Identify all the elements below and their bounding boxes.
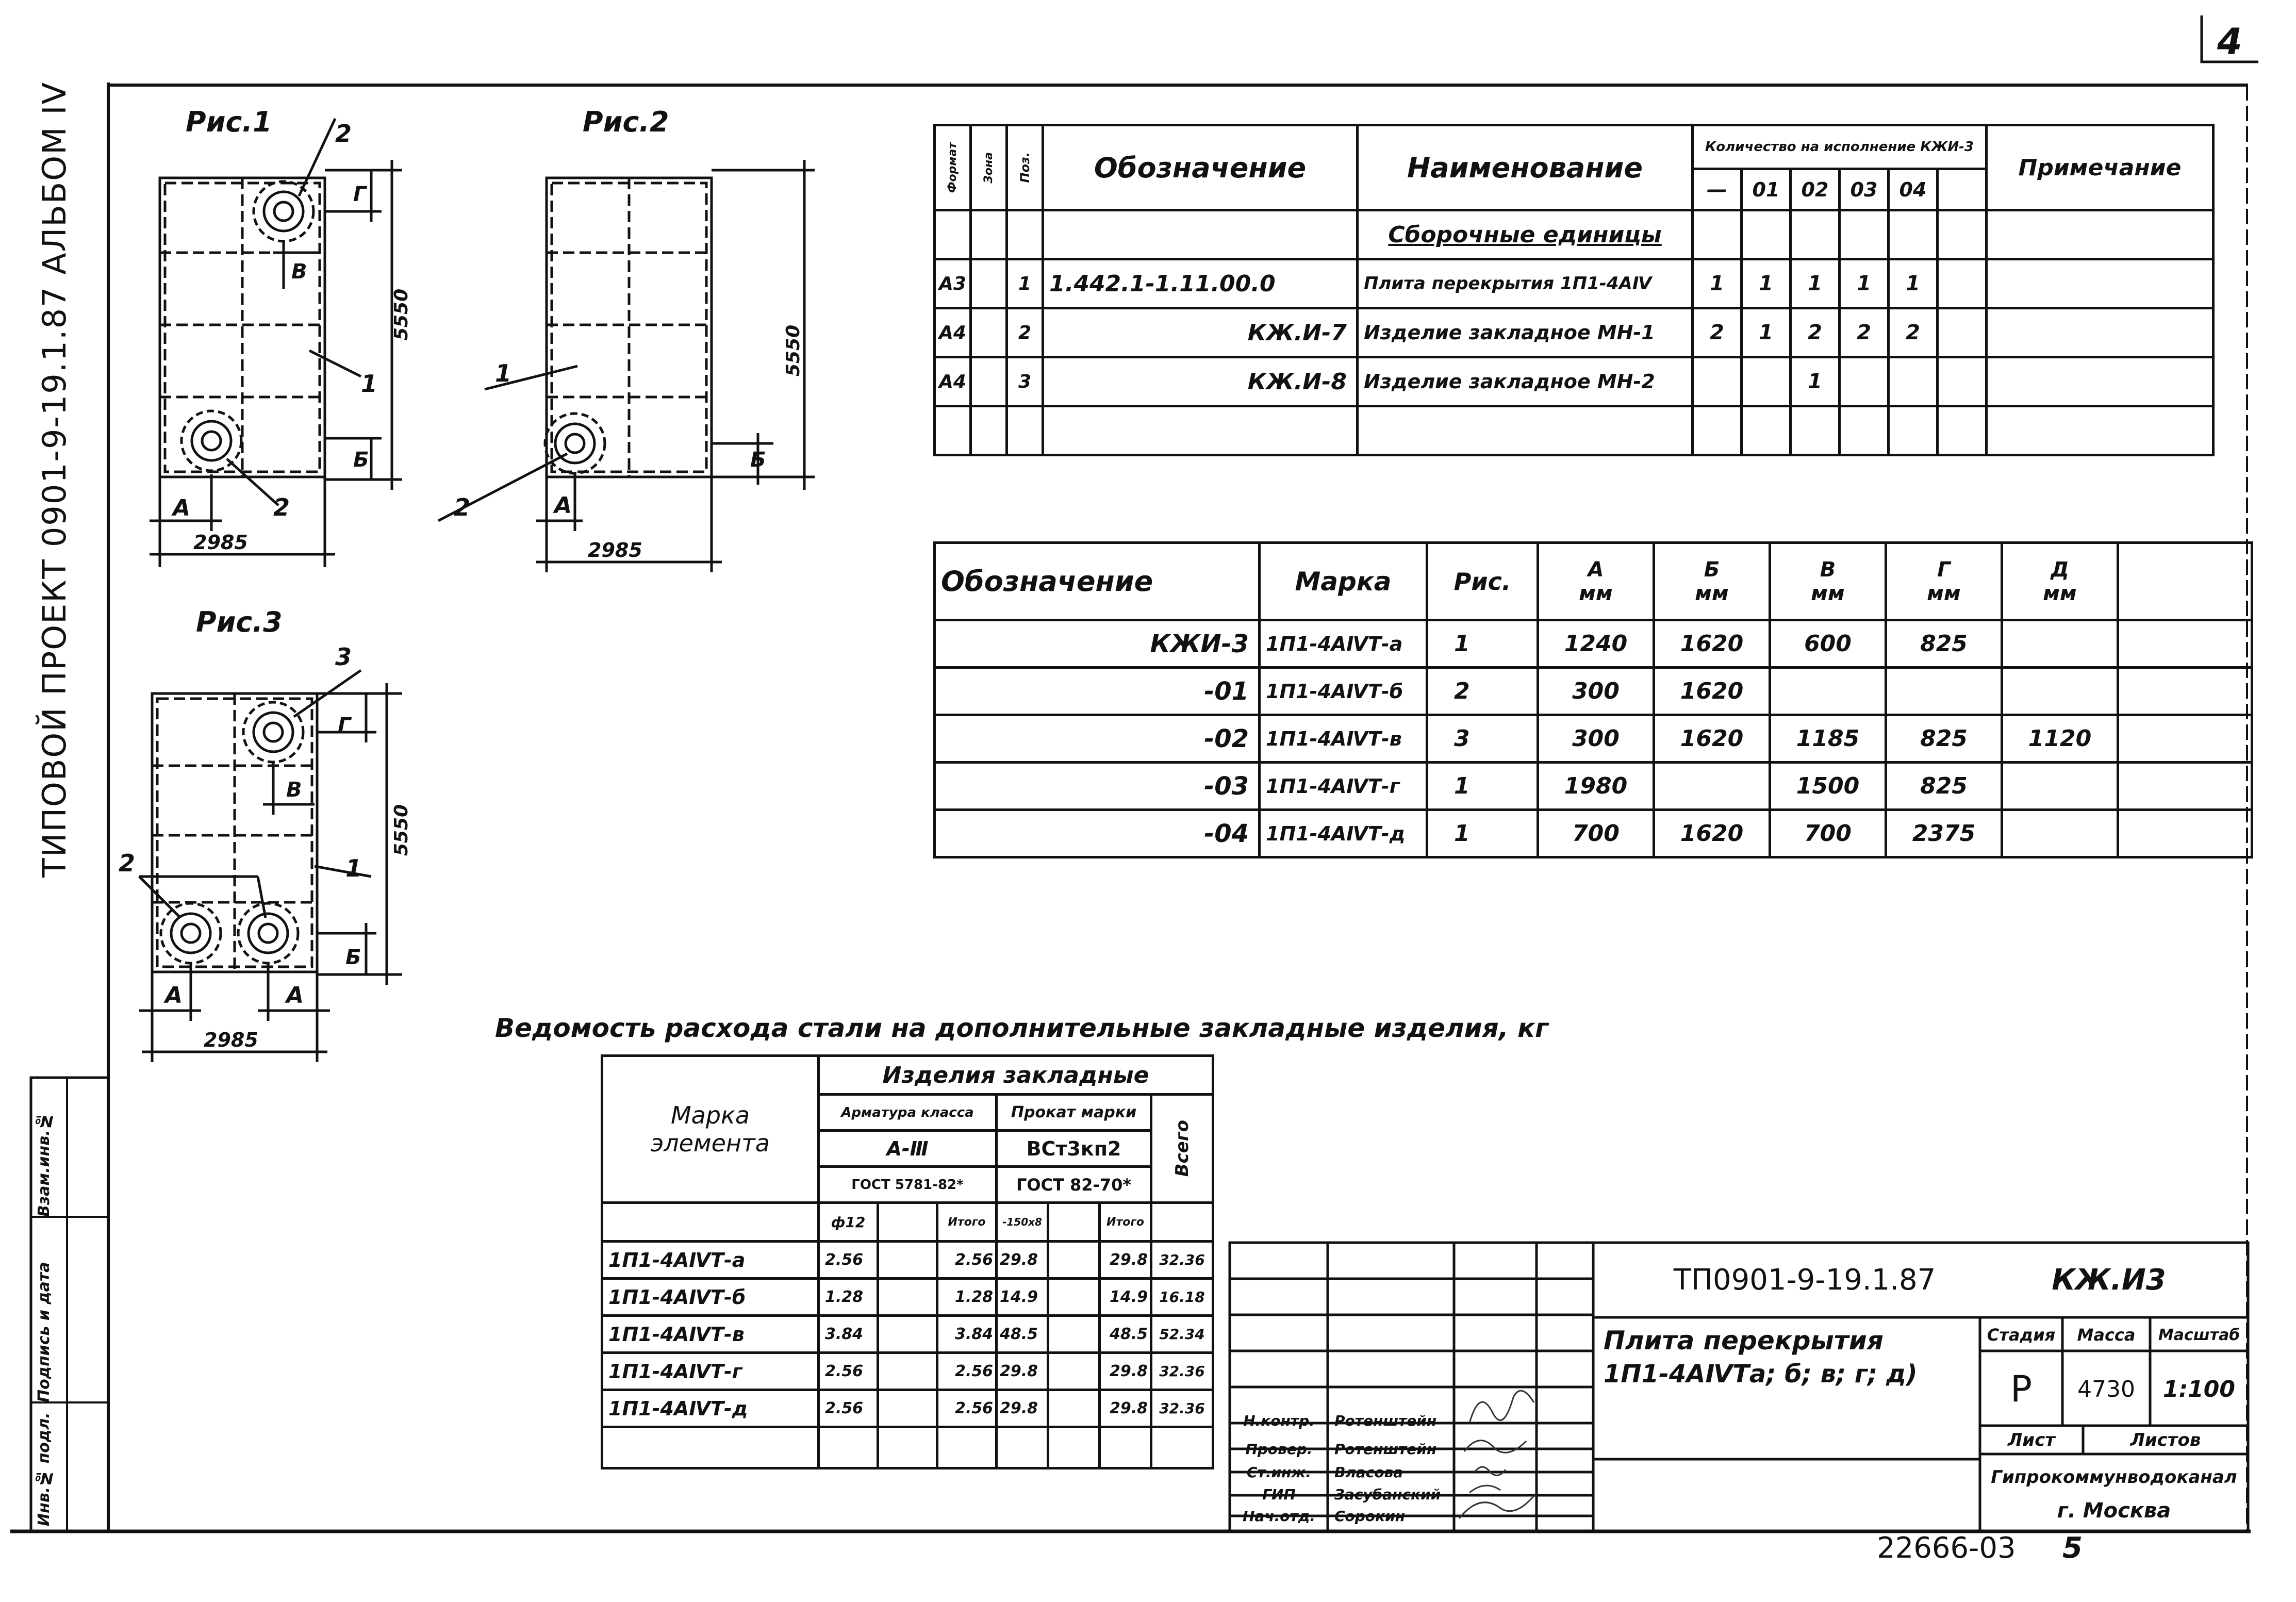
steel-head-rolled-grade: ВСт3кп2 bbox=[997, 1131, 1151, 1167]
fig3-dim-height: 5550 bbox=[391, 804, 412, 856]
stage-value: Р bbox=[2010, 1368, 2033, 1410]
signer-role-1: Провер. bbox=[1245, 1440, 1313, 1458]
fig2-dim-height: 5550 bbox=[783, 324, 804, 376]
sheets-label: Листов bbox=[2130, 1430, 2201, 1450]
steel-row: 1П1-4АⅣТ-в 3.84 3.84 48.5 48.5 52.34 bbox=[602, 1316, 1213, 1353]
marks-head-g: Г мм bbox=[1886, 543, 2002, 620]
fig1-title: Рис.1 bbox=[186, 106, 272, 138]
spec-head-qty-3: 03 bbox=[1840, 169, 1889, 210]
fig3-label-a2: А bbox=[286, 982, 304, 1009]
fig3-label-2: 2 bbox=[119, 849, 136, 877]
signer-name-3: Засубанский bbox=[1334, 1485, 1441, 1503]
spec-row: А3 1 1.442.1-1.11.00.0 Плита перекрытия 1П1-4АⅣ 1 1 1 1 1 bbox=[935, 259, 2214, 308]
fig1-dim-height: 5550 bbox=[391, 288, 412, 340]
steel-head-rolled: Прокат марки bbox=[997, 1095, 1151, 1131]
fig1-label-2a: 2 bbox=[335, 120, 352, 147]
fig1-label-1: 1 bbox=[361, 370, 378, 398]
project-code: ТП0901-9-19.1.87 bbox=[1673, 1263, 1936, 1297]
fig3-label-v: В bbox=[286, 778, 302, 802]
page-number: 4 bbox=[2217, 21, 2242, 63]
signer-name-2: Власова bbox=[1334, 1463, 1403, 1481]
fig3-label-g: Г bbox=[338, 714, 351, 737]
marks-row: КЖИ-3 1П1-4АⅣТ-а 1 1240 1620 600 825 bbox=[935, 620, 2252, 668]
signer-name-0: Ротенштейн bbox=[1334, 1412, 1437, 1429]
fig3-label-b: Б bbox=[345, 946, 361, 969]
fig2-label-a: А bbox=[554, 492, 572, 519]
fig1-label-b: Б bbox=[353, 448, 369, 472]
fig3-title: Рис.3 bbox=[196, 606, 283, 638]
fig1-dim-width: 2985 bbox=[193, 531, 248, 554]
fig1-label-v: В bbox=[291, 260, 307, 284]
marks-head-designation: Обозначение bbox=[935, 543, 1260, 620]
steel-table-caption: Ведомость расхода стали на дополнительные закладные изделия, кг bbox=[495, 1013, 1549, 1043]
marks-row: -01 1П1-4АⅣТ-б 2 300 1620 bbox=[935, 668, 2252, 715]
stamp-label-sign: Подпись и дата bbox=[35, 1262, 53, 1402]
mass-value: 4730 bbox=[2077, 1376, 2135, 1402]
side-title-text: ТИПОВОЙ ПРОЕКТ 0901-9-19.1.87 АЛЬБОМ IV bbox=[35, 81, 73, 878]
signer-name-4: Сорокин bbox=[1334, 1507, 1406, 1525]
fig2-title: Рис.2 bbox=[583, 106, 669, 138]
steel-head-rebar-class: А-Ⅲ bbox=[819, 1131, 997, 1167]
fig1-label-2b: 2 bbox=[273, 493, 290, 521]
scale-label: Масштаб bbox=[2158, 1326, 2240, 1344]
marks-row: -04 1П1-4АⅣТ-д 1 700 1620 700 2375 bbox=[935, 810, 2252, 857]
stamp-label-replace: Взам.инв.№ bbox=[35, 1112, 53, 1217]
fig3-label-1: 1 bbox=[345, 854, 362, 882]
fig1-label-a: А bbox=[173, 495, 191, 521]
stamp-label-inv: Инв.№ подл. bbox=[35, 1412, 53, 1526]
fig2-label-2: 2 bbox=[454, 493, 471, 521]
footer-number: 22666-03 bbox=[1877, 1531, 2016, 1565]
doc-code: КЖ.И3 bbox=[2052, 1263, 2166, 1297]
organization-2: г. Москва bbox=[2057, 1499, 2171, 1523]
item-title-2: 1П1-4АⅣТа; б; в; г; д) bbox=[1604, 1360, 1918, 1389]
steel-table: Марка элемента Изделия закладные Арматура класса Прокат марки Всего А-Ⅲ ВСт3кп2 ГОСТ 5781-82* ГОСТ 82-70* ф12 Итого -150х8 Итого 1П1-4АⅣТ-а 2.56 2.56 29.8 29.8 32.36 1П1-4АⅣТ-б 1.28 1.28 14.9 14.9 16.18 1П1-4АⅣТ-в 3.84 3.84 48.5 48.5 52.34 1П1-4АⅣТ-г 2.56 2.56 29.8 29.8 32.36 1П1-4АⅣТ-д 2.56 2.56 29.8 29.8 32.36 bbox=[601, 1054, 1214, 1469]
spec-head-note: Примечание bbox=[1987, 125, 2214, 210]
signatures bbox=[1459, 1391, 1537, 1518]
marks-head-v: В мм bbox=[1770, 543, 1886, 620]
organization-1: Гипрокоммунводоканал bbox=[1991, 1467, 2237, 1488]
spec-row: А4 2 КЖ.И-7 Изделие закладное МН-1 2 1 2 2 2 bbox=[935, 308, 2214, 357]
stage-label: Стадия bbox=[1987, 1325, 2056, 1345]
fig2-dim-width: 2985 bbox=[588, 539, 642, 561]
steel-head-element: Марка элемента bbox=[602, 1056, 819, 1203]
steel-row: 1П1-4АⅣТ-а 2.56 2.56 29.8 29.8 32.36 bbox=[602, 1242, 1213, 1279]
spec-head-name: Наименование bbox=[1358, 125, 1693, 210]
spec-head-qty-4: 04 bbox=[1889, 169, 1938, 210]
steel-head-rebar-gost: ГОСТ 5781-82* bbox=[819, 1167, 997, 1203]
marks-head-b: Б мм bbox=[1654, 543, 1770, 620]
steel-row: 1П1-4АⅣТ-г 2.56 2.56 29.8 29.8 32.36 bbox=[602, 1353, 1213, 1390]
spec-head-qty-1: 01 bbox=[1742, 169, 1791, 210]
steel-head-group: Изделия закладные bbox=[819, 1056, 1213, 1095]
spec-row: А4 3 КЖ.И-8 Изделие закладное МН-2 1 bbox=[935, 357, 2214, 406]
spec-head-designation: Обозначение bbox=[1043, 125, 1358, 210]
sheet-label: Лист bbox=[2008, 1430, 2055, 1450]
signer-role-4: Нач.отд. bbox=[1243, 1507, 1315, 1525]
signer-name-1: Ротенштейн bbox=[1334, 1440, 1437, 1458]
steel-row: 1П1-4АⅣТ-б 1.28 1.28 14.9 14.9 16.18 bbox=[602, 1279, 1213, 1316]
fig3-dim-width: 2985 bbox=[204, 1029, 258, 1051]
marks-row: -02 1П1-4АⅣТ-в 3 300 1620 1185 825 1120 bbox=[935, 715, 2252, 763]
marks-head-d: Д мм bbox=[2002, 543, 2118, 620]
fig2-label-1: 1 bbox=[495, 359, 512, 387]
fig1-label-g: Г bbox=[353, 183, 367, 206]
signer-role-2: Ст.инж. bbox=[1247, 1463, 1311, 1481]
fig2-label-b: Б bbox=[750, 448, 766, 472]
spec-head-zone: Зона bbox=[971, 125, 1007, 210]
signer-role-3: ГИП bbox=[1262, 1485, 1296, 1503]
steel-row: 1П1-4АⅣТ-д 2.56 2.56 29.8 29.8 32.36 bbox=[602, 1390, 1213, 1427]
fig3-label-a1: А bbox=[165, 982, 183, 1009]
marks-row: -03 1П1-4АⅣТ-г 1 1980 1500 825 bbox=[935, 763, 2252, 810]
spec-head-pos: Поз. bbox=[1007, 125, 1043, 210]
marks-head-mark: Марка bbox=[1260, 543, 1427, 620]
fig3-label-3: 3 bbox=[335, 643, 352, 671]
steel-head-rolled-gost: ГОСТ 82-70* bbox=[997, 1167, 1151, 1203]
spec-head-qty-0: — bbox=[1693, 169, 1742, 210]
item-title-1: Плита перекрытия bbox=[1604, 1326, 1884, 1356]
signer-role-0: Н.контр. bbox=[1243, 1412, 1315, 1429]
scale-value: 1:100 bbox=[2162, 1376, 2236, 1402]
steel-head-total: Всего bbox=[1151, 1095, 1213, 1203]
marks-head-fig: Рис. bbox=[1427, 543, 1538, 620]
footer-sheet: 5 bbox=[2062, 1531, 2083, 1565]
marks-head-a: А мм bbox=[1538, 543, 1654, 620]
spec-head-format: Формат bbox=[935, 125, 971, 210]
spec-head-qty-group: Количество на исполнение КЖИ-3 bbox=[1693, 125, 1987, 169]
steel-head-rebar: Арматура класса bbox=[819, 1095, 997, 1131]
spec-head-qty-2: 02 bbox=[1791, 169, 1840, 210]
spec-section-title: Сборочные единицы bbox=[1358, 210, 1693, 259]
mass-label: Масса bbox=[2077, 1325, 2136, 1345]
